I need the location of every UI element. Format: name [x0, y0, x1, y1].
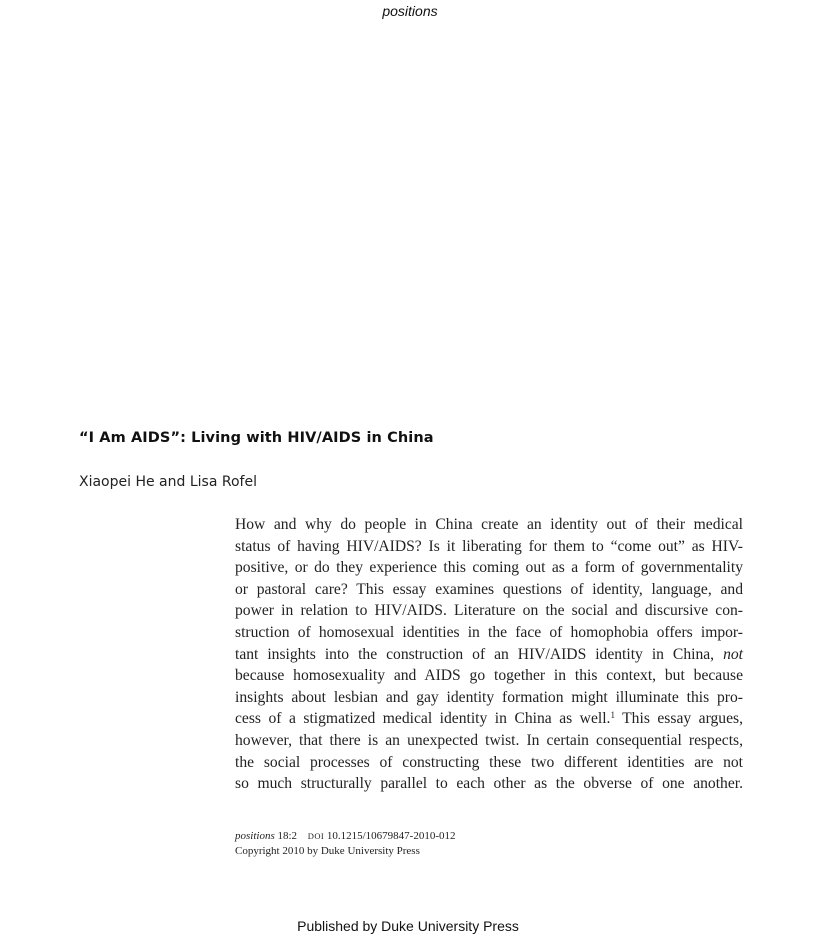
journal-name: positions: [235, 830, 275, 842]
doi-value: 10.1215/10679847-2010-012: [326, 830, 456, 842]
publication-metadata: [235, 829, 456, 859]
abstract-emphasis: not: [723, 645, 743, 663]
journal-issue: 18:2: [277, 830, 298, 842]
abstract-text: cess of a stigmatized medical identity in China as well.: [235, 710, 611, 728]
abstract-line: status of having HIV/AIDS? Is it liberating for them to “come out” as HIV-: [235, 537, 743, 555]
abstract-line: the social processes of constructing these two different identities are not: [235, 753, 743, 771]
abstract-line: or pastoral care? This essay examines questions of identity, language, and: [235, 580, 743, 598]
copyright-line: Copyright 2010 by Duke University Press: [235, 845, 420, 857]
article-authors: Xiaopei He and Lisa Rofel: [79, 474, 257, 490]
abstract-line: however, that there is an unexpected twist. In certain consequential respects,: [235, 731, 743, 749]
abstract-text: tant insights into the construction of an HIV/AIDS identity in China,: [235, 645, 715, 663]
publisher-footer: Published by Duke University Press: [297, 918, 519, 934]
abstract-line: struction of homosexual identities in the face of homophobia offers impor-: [235, 623, 743, 641]
abstract-line: positive, or do they experience this coming out as a form of governmentality: [235, 559, 743, 577]
abstract-line: power in relation to HIV/AIDS. Literature on the social and discursive con-: [235, 602, 743, 620]
abstract-line: because homosexuality and AIDS go together in this context, but because: [235, 667, 743, 685]
abstract-text: This essay argues,: [614, 710, 743, 728]
article-abstract: [235, 514, 743, 795]
abstract-line: How and why do people in China create an identity out of their medical: [235, 516, 743, 533]
article-title: “I Am AIDS”: Living with HIV/AIDS in China: [79, 430, 434, 446]
abstract-line: [235, 708, 743, 730]
abstract-line: [235, 644, 743, 666]
doi-label: DOI: [307, 831, 325, 841]
running-head: positions: [382, 3, 438, 19]
citation-line: [235, 829, 456, 844]
abstract-line: insights about lesbian and gay identity formation might illuminate this pro-: [235, 688, 743, 706]
abstract-line: so much structurally parallel to each other as the obverse of one another.: [235, 775, 743, 793]
footnote-marker: 1: [610, 710, 615, 721]
